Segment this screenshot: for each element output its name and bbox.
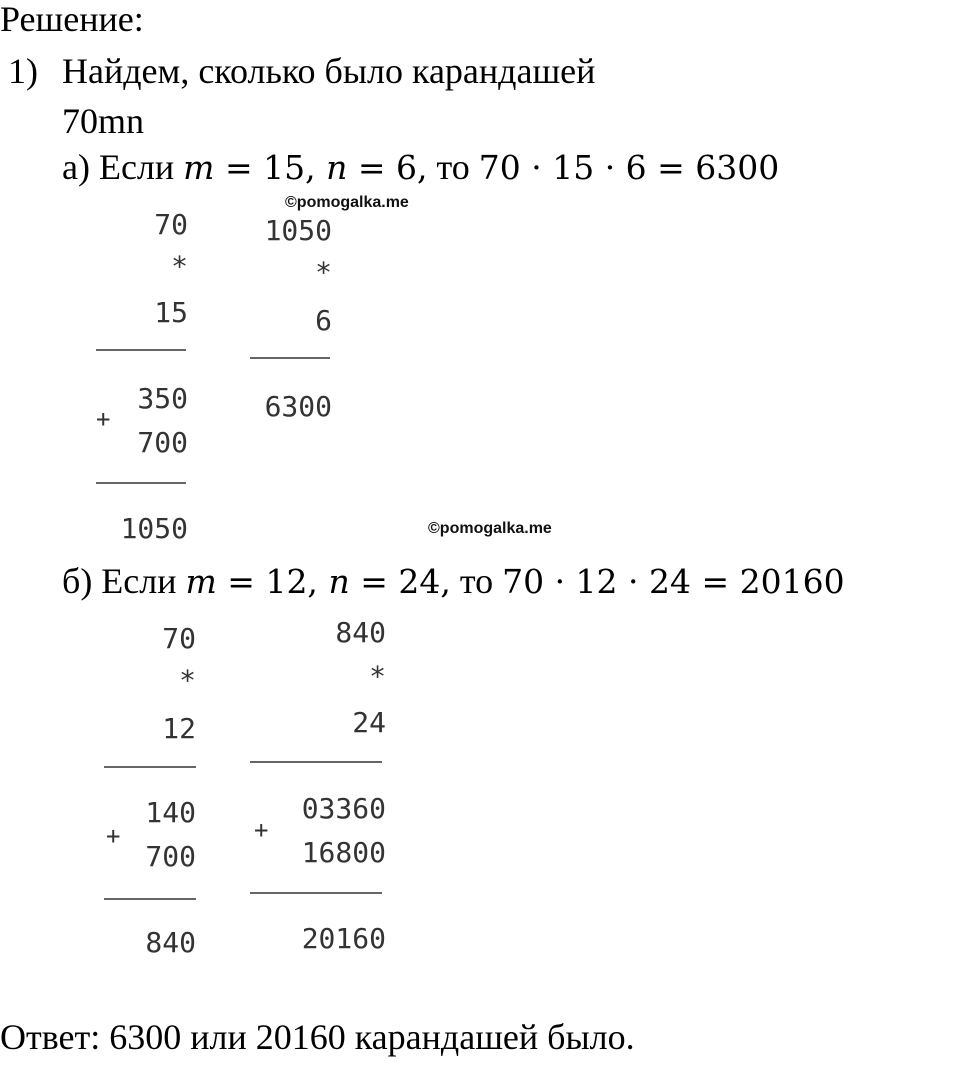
calc-b2-rule-1 [250, 761, 382, 763]
calc-b2-top: 840 [335, 616, 386, 649]
calc-a1-partial-2: 700 [137, 426, 188, 459]
calc-b1-bottom: 12 [162, 712, 196, 745]
calc-b1-rule-1 [104, 766, 196, 768]
calc-a2-rule [250, 357, 330, 359]
calc-a2-operator: * [315, 256, 332, 289]
case-a-n-eq: = 6, [347, 148, 428, 187]
calc-b1-rule-2 [104, 898, 196, 900]
case-b-statement [62, 560, 845, 602]
case-a-statement [62, 146, 779, 188]
calc-b1-top: 70 [162, 622, 196, 655]
calc-a1-result: 1050 [120, 512, 188, 545]
calc-b1-partial-1: 140 [145, 796, 196, 829]
calc-b1-operator: * [179, 664, 196, 697]
calc-b2-rule-2 [250, 892, 382, 894]
case-a-n-var: n [326, 148, 348, 187]
case-b-prefix: б) Если [62, 561, 177, 601]
calc-a2-result: 6300 [264, 390, 332, 423]
case-a-m-eq: = 15, [214, 148, 316, 187]
case-b-result-expr: 70 · 12 · 24 = 20160 [502, 562, 845, 601]
calc-b2-bottom: 24 [352, 706, 386, 739]
calc-a1-bottom: 15 [154, 296, 188, 329]
calc-b2-plus: + [254, 816, 269, 844]
calc-a1-rule-1 [96, 349, 186, 351]
case-b-m-eq: = 12, [216, 562, 318, 601]
case-b-n-eq: = 24, [349, 562, 451, 601]
calc-a1-top: 70 [154, 208, 188, 241]
calc-b1-partial-2: 700 [145, 840, 196, 873]
calc-a2-top: 1050 [264, 214, 332, 247]
case-a-prefix: а) Если [62, 147, 175, 187]
case-b-then: то [450, 561, 503, 601]
watermark-text: ©pomogalka.me [285, 194, 409, 211]
calc-b1-result: 840 [145, 926, 196, 959]
answer-text: Ответ: 6300 или 20160 карандашей было. [0, 1017, 635, 1057]
step-number: 1) [8, 51, 38, 91]
calc-a1-operator: * [171, 250, 188, 283]
case-a-result-expr: 70 · 15 · 6 = 6300 [478, 148, 780, 187]
case-a-then: то [427, 147, 479, 187]
calc-a1-plus: + [96, 405, 111, 433]
calc-b2-partial-1: 03360 [301, 792, 386, 825]
step-expression: 70mn [62, 101, 145, 141]
step-title: Найдем, сколько было карандашей [62, 51, 596, 91]
calc-a2-bottom: 6 [315, 304, 332, 337]
calc-a1-partial-1: 350 [137, 382, 188, 415]
case-b-n-var: n [328, 562, 350, 601]
case-a-m-var: m [183, 148, 215, 187]
calc-b1-plus: + [106, 822, 121, 850]
solution-heading: Решение: [0, 0, 144, 39]
calc-b2-result: 20160 [301, 922, 386, 955]
watermark-text: ©pomogalka.me [428, 520, 552, 537]
calc-a1-rule-2 [96, 482, 186, 484]
case-b-m-var: m [185, 562, 217, 601]
calc-b2-operator: * [369, 660, 386, 693]
calc-b2-partial-2: 16800 [301, 836, 386, 869]
